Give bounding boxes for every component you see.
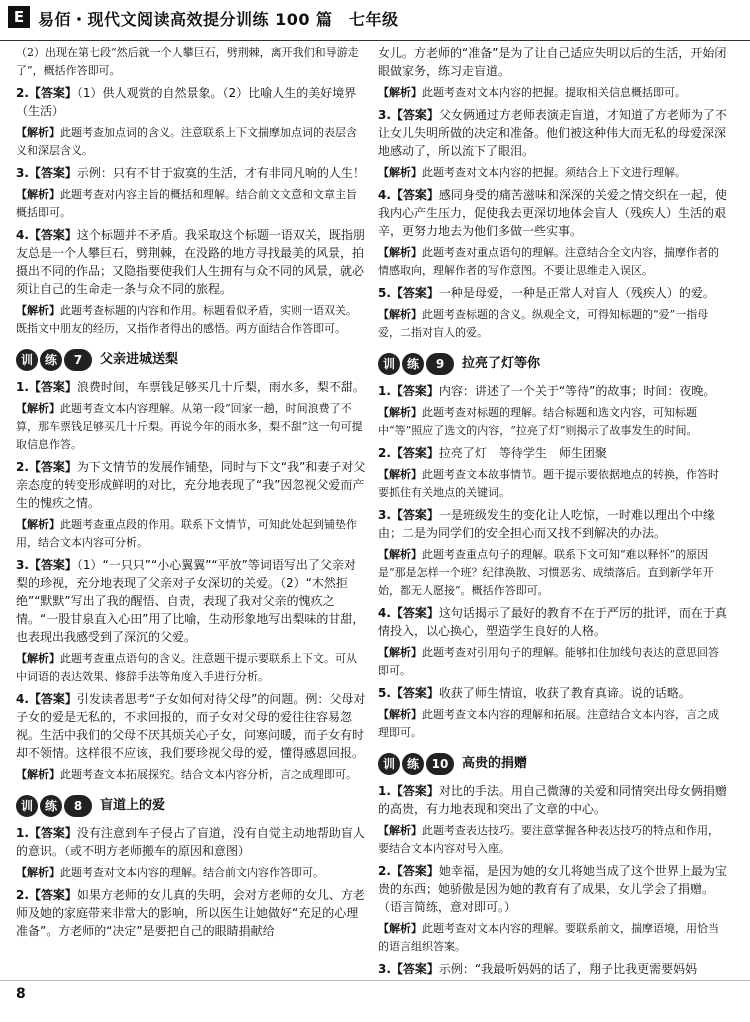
- analysis-paragraph: [16, 302, 366, 338]
- label-tag: 【解析】: [16, 126, 60, 139]
- analysis-paragraph: [16, 864, 366, 882]
- book-logo: E: [8, 6, 30, 28]
- section-10-header: [378, 750, 728, 778]
- paragraph-text: 示例：“我最听妈妈的话了，翔子比我更需要妈妈: [438, 962, 698, 976]
- section-10-answers: [378, 782, 728, 978]
- page-number: 8: [16, 986, 26, 1002]
- paragraph-text: 此题考查对内容主旨的概括和理解。结合前文文意和文章主旨概括即可。: [16, 188, 357, 219]
- section-badge: 练: [40, 795, 62, 817]
- section-badge: 练: [40, 349, 62, 371]
- paragraph-text: 女儿。方老师的“准备”是为了让自己适应失明以后的生活，开始闭眼做家务，练习走盲道。: [378, 46, 727, 78]
- label-tag: 【解析】: [378, 86, 422, 99]
- section-9-header: [378, 350, 728, 378]
- paragraph-text: 此题考查对文本内容的理解。要联系前文，揣摩语境，用恰当的语言组织答案。: [378, 922, 719, 953]
- answer-paragraph: [378, 44, 728, 80]
- section-badge: 练: [402, 353, 424, 375]
- label-tag: 【解析】: [378, 166, 422, 179]
- paragraph-text: 此题考查对文本内容的理解。结合前文内容作答即可。: [60, 866, 324, 879]
- paragraph-text: 如果方老师的女儿真的失明，会对方老师的女儿、方老师及她的家庭带来非常大的影响，所以医生让她做好“充足的心理准备”。方老师的“决定”是要把自己的眼睛捐献给: [16, 888, 365, 938]
- section-number: 8: [64, 795, 92, 817]
- paragraph-text: 此题考查对文本内容的把握。须结合上下文进行理解。: [422, 166, 686, 179]
- answer-paragraph: [378, 862, 728, 916]
- label-tag: 【解析】: [378, 646, 422, 659]
- analysis-paragraph: [16, 516, 366, 552]
- label-tag: 5.【答案】: [378, 686, 439, 700]
- analysis-paragraph: [378, 404, 728, 440]
- label-tag: 2.【答案】: [16, 888, 77, 902]
- paragraph-text: 示例：只有不甘于寂寞的生活，才有非同凡响的人生！: [76, 166, 365, 180]
- left-column: [16, 44, 366, 944]
- section-number: 9: [426, 353, 454, 375]
- answer-paragraph: [378, 382, 728, 400]
- paragraph-text: （1）供人观赏的自然景象。（2）比喻人生的美好境界（生活）: [16, 86, 357, 118]
- paragraph-text: 此题考查标题的含义。纵观全文，可得知标题的“爱”一指母爱，二指对盲人的爱。: [378, 308, 709, 339]
- page-header: [0, 0, 750, 41]
- section-badge: 训: [378, 353, 400, 375]
- answer-paragraph: [16, 84, 366, 120]
- section-number: 7: [64, 349, 92, 371]
- analysis-paragraph: [16, 124, 366, 160]
- section-7-answers: [16, 378, 366, 784]
- answer-paragraph: [16, 164, 366, 182]
- label-tag: 3.【答案】: [16, 166, 77, 180]
- answer-paragraph: [16, 824, 366, 860]
- label-tag: 【解析】: [378, 406, 422, 419]
- answer-paragraph: [378, 782, 728, 818]
- answer-paragraph: [378, 604, 728, 640]
- paragraph-text: （1）“一只只”“小心翼翼”“平放”等词语写出了父亲对梨的珍视，充分地表现了父亲对子女深切的关爱。（2）“木然拒绝”“默默”写出了我的醒悟、自责，表现了我对父亲的愧疚之情。“一股甘泉直入心田”用了比喻，生动形象地写出梨味的甘甜，也表现出我感受到了深沉的父爱。: [16, 558, 365, 644]
- answers-continued: [378, 44, 728, 342]
- section-title: 拉亮了灯等你: [462, 356, 541, 371]
- label-tag: 1.【答案】: [378, 784, 439, 798]
- label-tag: 【解析】: [378, 468, 422, 481]
- analysis-paragraph: [378, 306, 728, 342]
- analysis-paragraph: [378, 822, 728, 858]
- paragraph-text: 为下文情节的发展作铺垫，同时与下文“我”和妻子对父亲态度的转变形成鲜明的对比，充分地表现了“我”因忽视父爱而产生的愧疚之情。: [16, 460, 366, 510]
- paragraph-text: 对比的手法。用自己微薄的关爱和同情突出母女俩捐赠的高贵，有力地表现和突出了文章的中心。: [378, 784, 727, 816]
- analysis-paragraph: [16, 766, 366, 784]
- paragraph-text: 此题考查标题的内容和作用。标题看似矛盾，实则一语双关。既指文中朋友的经历，又指作者得出的感悟。两方面结合作答即可。: [16, 304, 357, 335]
- label-tag: 【解析】: [378, 824, 422, 837]
- analysis-paragraph: [378, 546, 728, 600]
- answer-paragraph: [16, 690, 366, 762]
- label-tag: 3.【答案】: [378, 962, 439, 976]
- label-tag: 【解析】: [16, 652, 60, 665]
- label-tag: 【解析】: [16, 304, 60, 317]
- label-tag: 【解析】: [378, 246, 422, 259]
- section-badge: 训: [378, 753, 400, 775]
- paragraph-text: （2）出现在第七段“然后就一个人攀巨石，劈荆棘，离开我们和导游走了”，概括作答即可。: [16, 46, 359, 77]
- analysis-paragraph: [16, 650, 366, 686]
- analysis-paragraph: [378, 706, 728, 742]
- paragraph-text: 感同身受的痛苦滋味和深深的关爱之情交织在一起，使我内心产生压力，促使我去更深切地体会盲人（残疾人）生活的艰辛，更努力地去为他们多做一些实事。: [378, 188, 727, 238]
- paragraph-text: 此题考查文本内容的理解和拓展。注意结合文本内容，言之成理即可。: [378, 708, 719, 739]
- label-tag: 4.【答案】: [16, 692, 77, 706]
- label-tag: 【解析】: [16, 866, 60, 879]
- paragraph-text: 没有注意到车子侵占了盲道，没有自觉主动地帮助盲人的意识。（或不明方老师搬车的原因和意图）: [16, 826, 365, 858]
- answer-paragraph: [16, 886, 366, 940]
- watermark-logo: [584, 960, 734, 1016]
- analysis-paragraph: [378, 84, 728, 102]
- section-8-answers: [16, 824, 366, 940]
- label-tag: 2.【答案】: [378, 864, 439, 878]
- answer-paragraph: [378, 506, 728, 542]
- paragraph-text: 此题考查重点语句的含义。注意题干提示要联系上下文。可从中词语的表达效果、修辞手法等角度入手进行分析。: [16, 652, 357, 683]
- label-tag: 4.【答案】: [378, 606, 439, 620]
- paragraph-text: 此题考查对文本内容的把握。提取相关信息概括即可。: [422, 86, 686, 99]
- paragraph-text: 此题考查文本内容理解。从第一段“回家一趟，时间浪费了不算，那车票钱足够买几十斤梨。再说今年的雨水多，梨不甜”这一句可提取信息作答。: [16, 402, 363, 451]
- label-tag: 4.【答案】: [378, 188, 439, 202]
- label-tag: 2.【答案】: [16, 86, 77, 100]
- paragraph-text: 拉亮了灯 等待学生 师生团聚: [438, 446, 607, 460]
- analysis-paragraph: [16, 44, 366, 80]
- section-9-answers: [378, 382, 728, 742]
- label-tag: 1.【答案】: [378, 384, 439, 398]
- answer-paragraph: [378, 106, 728, 160]
- section-8-header: [16, 792, 366, 820]
- right-column: [378, 44, 728, 982]
- label-tag: 1.【答案】: [16, 826, 77, 840]
- analysis-paragraph: [378, 920, 728, 956]
- paragraph-text: 父女俩通过方老师表演走盲道，才知道了方老师为了不让女儿失明所做的决定和准备。他们被这种伟大而无私的母爱深深地感动了，所以流下了眼泪。: [378, 108, 727, 158]
- section-title: 父亲进城送梨: [100, 352, 179, 367]
- answer-paragraph: [16, 226, 366, 298]
- section-title: 高贵的捐赠: [462, 756, 528, 771]
- answers-top: [16, 44, 366, 338]
- label-tag: 5.【答案】: [378, 286, 439, 300]
- paragraph-text: 一种是母爱，一种是正常人对盲人（残疾人）的爱。: [438, 286, 715, 300]
- paragraph-text: 她幸福，是因为她的女儿将她当成了这个世界上最为宝贵的东西；她骄傲是因为她的教育有了成果，女儿学会了捐赠。（语言简练，意对即可。）: [378, 864, 727, 914]
- answer-paragraph: [378, 684, 728, 702]
- label-tag: 【解析】: [378, 548, 422, 561]
- answer-paragraph: [16, 458, 366, 512]
- label-tag: 【解析】: [16, 768, 60, 781]
- analysis-paragraph: [378, 644, 728, 680]
- paragraph-text: 此题考查对引用句子的理解。能够扣住加线句表达的意思回答即可。: [378, 646, 719, 677]
- analysis-paragraph: [16, 186, 366, 222]
- label-tag: 1.【答案】: [16, 380, 77, 394]
- label-tag: 【解析】: [378, 922, 422, 935]
- label-tag: 2.【答案】: [378, 446, 439, 460]
- section-title: 盲道上的爱: [100, 798, 166, 813]
- analysis-paragraph: [378, 164, 728, 182]
- analysis-paragraph: [16, 400, 366, 454]
- section-number: 10: [426, 753, 454, 775]
- paragraph-text: 浪费时间，车票钱足够买几十斤梨，雨水多，梨不甜。: [76, 380, 365, 394]
- paragraph-text: 此题考查重点段的作用。联系下文情节，可知此处起到铺垫作用，结合文本内容可分析。: [16, 518, 357, 549]
- paragraph-text: 这个标题并不矛盾。我采取这个标题一语双关，既指朋友总是一个人攀巨石，劈荆棘，在没路的地方寻找最美的风景，拍摄出不同的作品；又隐指要使我们人生拥有与众不同的风景，就必须让自己的生命走一条与众不同的旅程。: [16, 228, 365, 296]
- answer-paragraph: [16, 378, 366, 396]
- label-tag: 2.【答案】: [16, 460, 77, 474]
- analysis-paragraph: [378, 244, 728, 280]
- label-tag: 【解析】: [16, 402, 60, 415]
- label-tag: 【解析】: [378, 308, 422, 321]
- paragraph-text: 此题考查文本故事情节。题干提示要依据地点的转换，作答时要抓住有关地点的关键词。: [378, 468, 719, 499]
- analysis-paragraph: [378, 466, 728, 502]
- answer-paragraph: [378, 186, 728, 240]
- paragraph-text: 此题考查加点词的含义。注意联系上下文揣摩加点词的表层含义和深层含义。: [16, 126, 357, 157]
- paragraph-text: 收获了师生情谊，收获了教育真谛。说的话略。: [438, 686, 691, 700]
- label-tag: 3.【答案】: [378, 108, 439, 122]
- book-title: 易佰・现代文阅读高效提分训练 100 篇 七年级: [38, 10, 399, 29]
- label-tag: 3.【答案】: [16, 558, 77, 572]
- label-tag: 【解析】: [16, 518, 60, 531]
- label-tag: 【解析】: [378, 708, 422, 721]
- section-7-header: [16, 346, 366, 374]
- answer-paragraph: [378, 284, 728, 302]
- paragraph-text: 此题考查文本拓展探究。结合文本内容分析，言之成理即可。: [60, 768, 357, 781]
- paragraph-text: 内容：讲述了一个关于“等待”的故事；时间：夜晚。: [438, 384, 716, 398]
- paragraph-text: 这句话揭示了最好的教育不在于严厉的批评，而在于真情投入，以心换心，塑造学生良好的人格。: [378, 606, 727, 638]
- label-tag: 3.【答案】: [378, 508, 439, 522]
- paragraph-text: 此题考查重点句子的理解。联系下文可知“难以释怀”的原因是“那是怎样一个班？纪律涣散、习惯恶劣、成绩落后。直到新学年开始，都无人愿接”。概括作答即可。: [378, 548, 714, 597]
- paragraph-text: 此题考查对标题的理解。结合标题和选文内容，可知标题中“等”照应了选文的内容，“拉亮了灯”则揭示了故事发生的时间。: [378, 406, 698, 437]
- section-badge: 训: [16, 795, 38, 817]
- section-badge: 练: [402, 753, 424, 775]
- paragraph-text: 引发读者思考“子女如何对待父母”的问题。例：父母对子女的爱是无私的，不求回报的，而子女对父母的爱往往容易忽视。生活中我们的父母不厌其烦关心子女，问寒问暖，而子女有时却不领情。这样很不应该，我们要珍视父母的爱，懂得感恩回报。: [16, 692, 366, 760]
- paragraph-text: 一是班级发生的变化让人吃惊，一时难以理出个中缘由；二是为同学们的安全担心而又找不到解决的办法。: [378, 508, 715, 540]
- label-tag: 4.【答案】: [16, 228, 77, 242]
- paragraph-text: 此题考查对重点语句的理解。注意结合全文内容，揣摩作者的情感取向，理解作者的写作意图。不要让思维走入误区。: [378, 246, 719, 277]
- paragraph-text: 此题考查表达技巧。要注意掌握各种表达技巧的特点和作用，要结合文本内容对号入座。: [378, 824, 719, 855]
- label-tag: 【解析】: [16, 188, 60, 201]
- section-badge: 训: [16, 349, 38, 371]
- answer-paragraph: [16, 556, 366, 646]
- answer-paragraph: [378, 444, 728, 462]
